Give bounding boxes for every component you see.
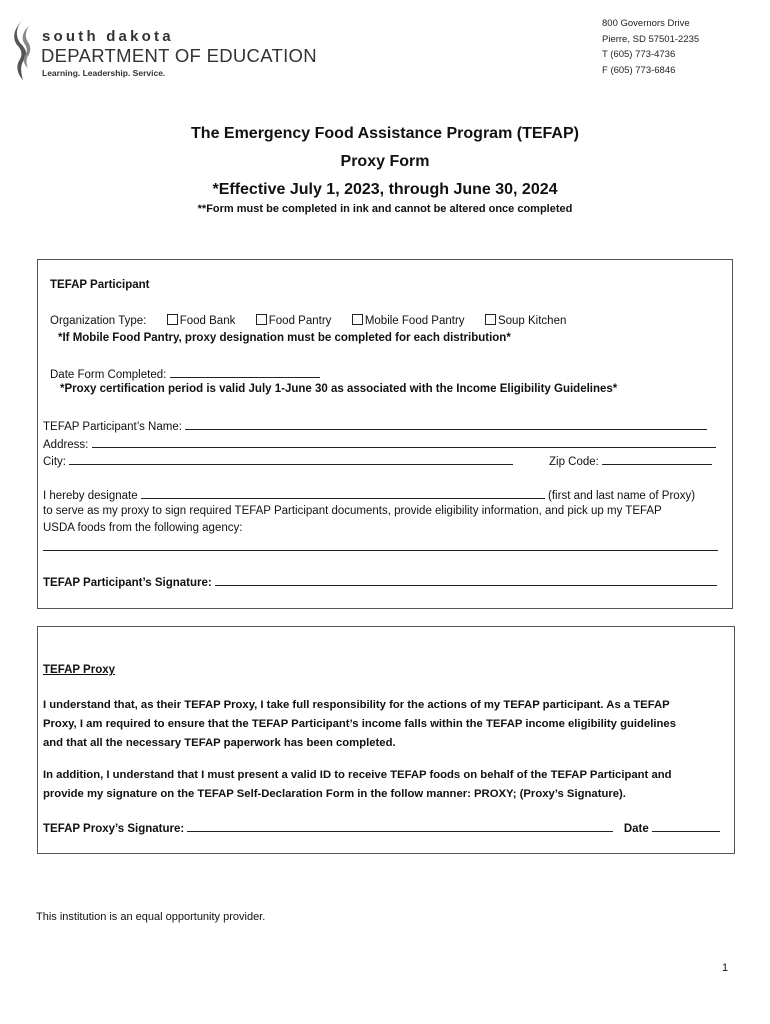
proxy-heading: TEFAP Proxy xyxy=(43,664,116,676)
org-type-mobile-food-pantry[interactable]: Mobile Food Pantry xyxy=(352,315,465,327)
participant-signature-label: TEFAP Participant’s Signature: xyxy=(43,577,212,589)
form-title xyxy=(0,120,770,204)
address-city: Pierre, SD 57501-2235 xyxy=(602,33,700,45)
participant-section xyxy=(37,259,733,609)
designate-line-2: to serve as my proxy to sign required TEFAP Participant documents, provide eligibility information, and pick up my TEFAP xyxy=(43,505,662,517)
checkbox-icon[interactable] xyxy=(485,314,496,325)
title-form-name: Proxy Form xyxy=(340,153,430,170)
designate-line-3: USDA foods from the following agency: xyxy=(43,522,243,534)
address-field[interactable] xyxy=(92,436,716,448)
designate-suffix: (first and last name of Proxy) xyxy=(548,490,696,502)
proxy-signature-field[interactable] xyxy=(187,820,613,832)
logo-state-name: south dakota xyxy=(42,28,174,45)
proxy-id-paragraph xyxy=(43,766,672,804)
city-field[interactable] xyxy=(69,453,513,465)
department-address xyxy=(602,16,699,78)
mobile-pantry-note: *If Mobile Food Pantry, proxy designation must be completed for each distribution* xyxy=(58,332,511,344)
paragraph-line: provide my signature on the TEFAP Self-Declaration Form in the follow manner: PROXY; (Proxy’s Signature). xyxy=(43,788,626,800)
org-type-food-pantry[interactable]: Food Pantry xyxy=(256,315,332,327)
org-type-food-bank[interactable]: Food Bank xyxy=(167,315,236,327)
address-label: Address: xyxy=(43,439,89,451)
paragraph-line: and that all the necessary TEFAP paperwork has been completed. xyxy=(43,737,396,749)
logo-department-name: DEPARTMENT OF EDUCATION xyxy=(41,45,317,66)
proxy-name-field[interactable] xyxy=(141,487,545,499)
designate-row xyxy=(43,487,695,502)
date-completed-label: Date Form Completed: xyxy=(50,369,167,381)
proxy-signature-label: TEFAP Proxy’s Signature: xyxy=(43,823,185,835)
city-label: City: xyxy=(43,456,66,468)
paragraph-line: Proxy, I am required to ensure that the TEFAP Participant’s income falls within the TEFAP income eligibility guidelines xyxy=(43,718,676,730)
paragraph-line: In addition, I understand that I must present a valid ID to receive TEFAP foods on behalf of the TEFAP Participant and xyxy=(43,769,672,781)
address-row xyxy=(43,436,716,451)
checkbox-icon[interactable] xyxy=(167,314,178,325)
equal-opportunity-statement: This institution is an equal opportunity provider. xyxy=(36,911,266,923)
date-completed-field[interactable] xyxy=(170,366,320,378)
address-street: 800 Governors Drive xyxy=(602,18,690,29)
participant-signature-row xyxy=(43,574,717,589)
proxy-signature-row xyxy=(43,820,720,835)
zip-row xyxy=(549,453,712,468)
org-type-label: Organization Type: xyxy=(50,315,147,327)
title-effective-dates: *Effective July 1, 2023, through June 30, 2024 xyxy=(212,181,558,198)
sd-logo-icon xyxy=(12,16,34,82)
org-type-row xyxy=(50,314,566,327)
paragraph-line: I understand that, as their TEFAP Proxy, I take full responsibility for the actions of my TEFAP participant. As a TEFAP xyxy=(43,699,670,711)
checkbox-icon[interactable] xyxy=(256,314,267,325)
participant-name-label: TEFAP Participant’s Name: xyxy=(43,421,182,433)
city-row xyxy=(43,453,513,468)
ink-notice: **Form must be completed in ink and cannot be altered once completed xyxy=(197,203,573,215)
proxy-date-field[interactable] xyxy=(652,820,720,832)
participant-signature-field[interactable] xyxy=(215,574,717,586)
org-type-soup-kitchen[interactable]: Soup Kitchen xyxy=(485,315,566,327)
participant-heading: TEFAP Participant xyxy=(50,279,150,291)
address-fax: F (605) 773-6846 xyxy=(602,64,676,76)
page-number: 1 xyxy=(722,962,729,974)
zip-field[interactable] xyxy=(602,453,712,465)
logo-tagline: Learning. Leadership. Service. xyxy=(42,68,166,78)
date-completed-row xyxy=(50,366,320,381)
designate-prefix: I hereby designate xyxy=(43,490,138,502)
participant-name-field[interactable] xyxy=(185,418,707,430)
agency-field[interactable] xyxy=(43,550,718,551)
checkbox-icon[interactable] xyxy=(352,314,363,325)
address-phone: T (605) 773-4736 xyxy=(602,49,676,60)
title-program: The Emergency Food Assistance Program (TEFAP) xyxy=(191,125,579,142)
proxy-date-label: Date xyxy=(623,823,649,835)
proxy-responsibility-paragraph xyxy=(43,696,676,753)
certification-period-note: *Proxy certification period is valid July 1-June 30 as associated with the Income Eligibility Guidelines* xyxy=(60,383,618,395)
zip-label: Zip Code: xyxy=(549,456,599,468)
participant-name-row xyxy=(43,418,707,433)
